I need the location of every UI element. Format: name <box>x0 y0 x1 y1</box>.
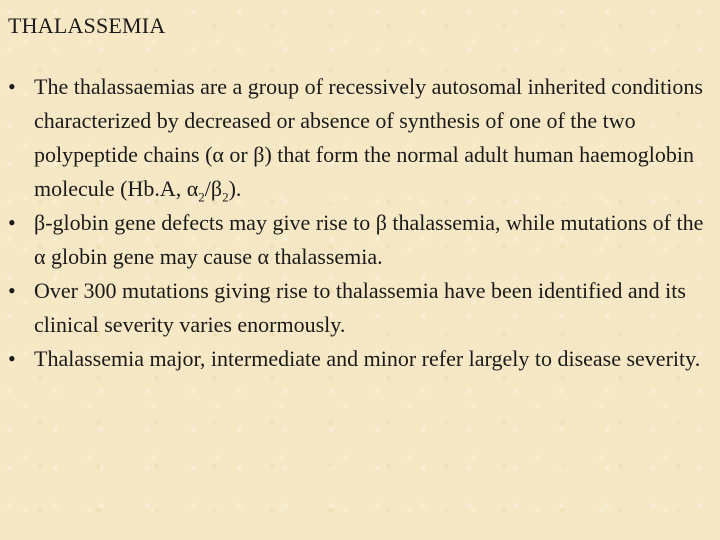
bullet-item <box>8 274 708 342</box>
bullet-list <box>8 70 708 376</box>
bullet-dot: • <box>8 74 16 99</box>
bullet-text: Over 300 mutations giving rise to thalassemia have been identified and its clinical severity varies enormously. <box>34 278 686 337</box>
bullet-item <box>8 206 708 274</box>
bullet-text: Thalassemia major, intermediate and minor refer largely to disease severity. <box>34 346 701 371</box>
bullet-dot: • <box>8 346 16 371</box>
bullet-text: The thalassaemias are a group of recessively autosomal inherited conditions characterized by decreased or absence of synthesis of one of the two polypeptide chains (α or β) that form the normal adult human haemoglobin molecule (Hb.A, $\alpha_2/\beta_2$). <box>34 74 703 205</box>
bullet-item <box>8 342 708 376</box>
bullet-dot: • <box>8 278 16 303</box>
bullet-item <box>8 70 708 206</box>
bullet-text: β-globin gene defects may give rise to β thalassemia, while mutations of the α globin gene may cause α thalassemia. <box>34 210 704 269</box>
bullet-dot: • <box>8 210 16 235</box>
slide-title: THALASSEMIA <box>8 13 166 38</box>
